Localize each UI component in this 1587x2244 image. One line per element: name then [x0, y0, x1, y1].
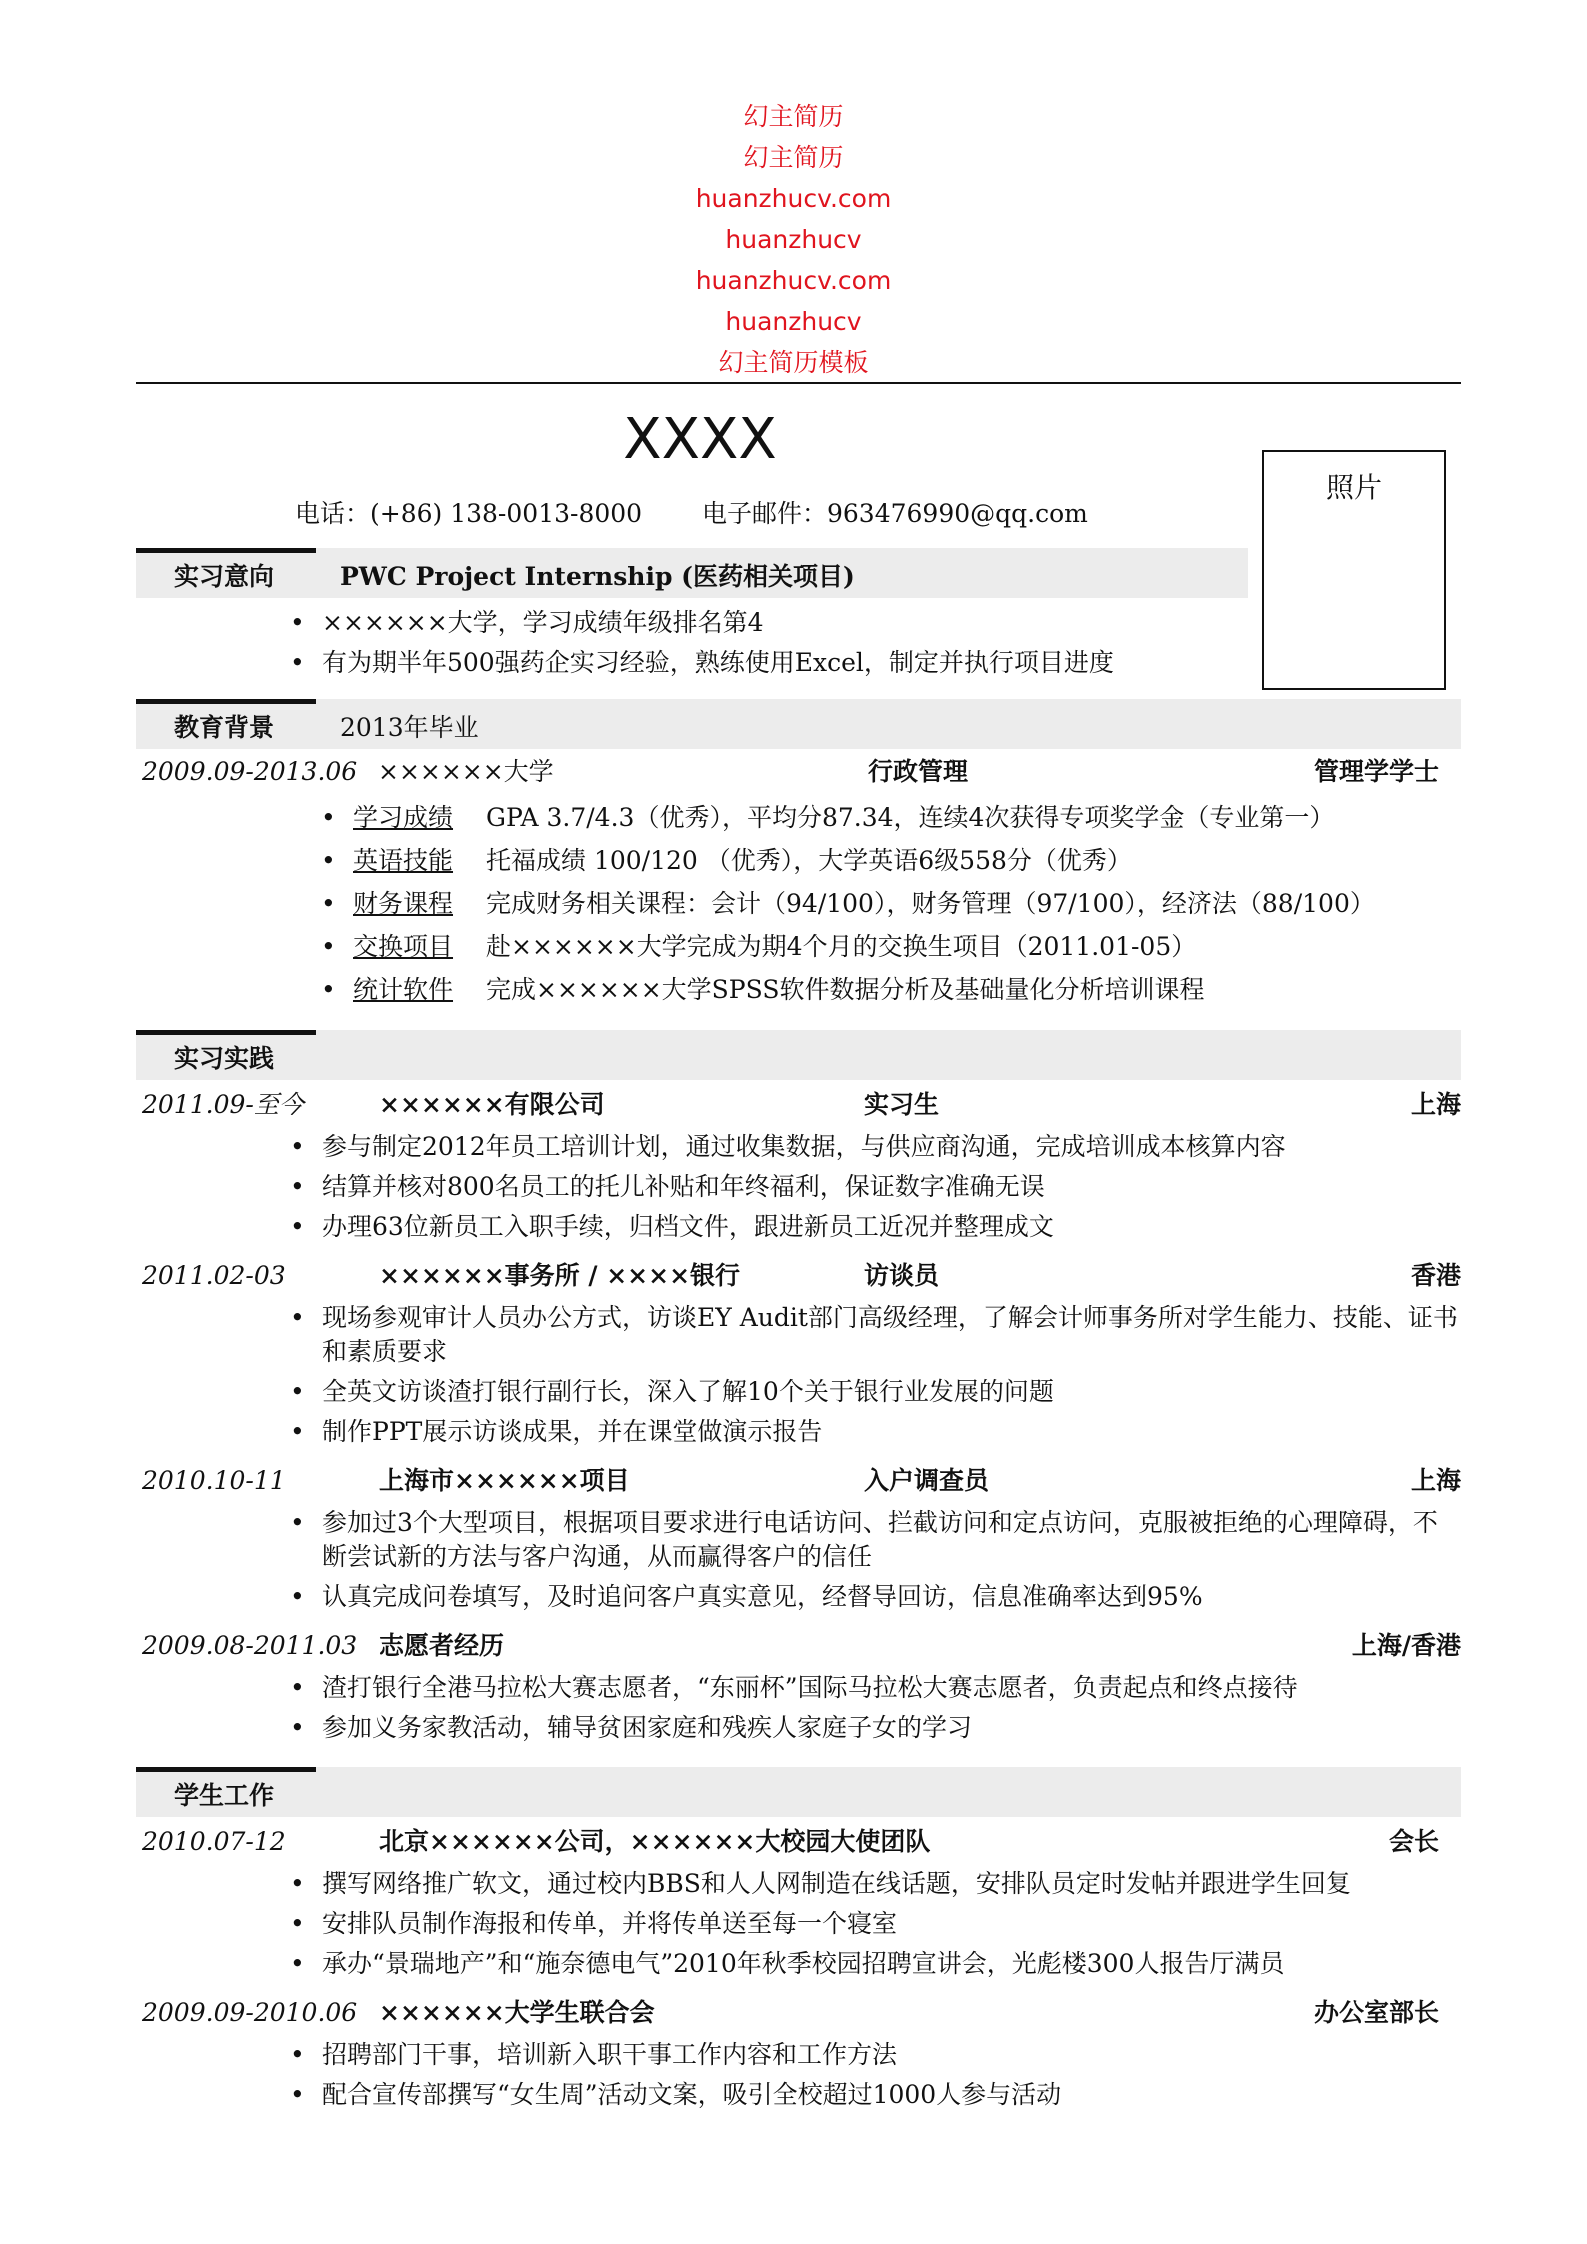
- item-text: 完成××××××大学SPSS软件数据分析及基础量化分析培训课程: [486, 975, 1205, 1004]
- entry-org: 北京××××××公司，××××××大校园大使团队: [379, 1827, 931, 1856]
- list-item: • 有为期半年500强药企实习经验，熟练使用Excel，制定并执行项目进度: [322, 646, 1462, 680]
- list-item: • 办理63位新员工入职手续，归档文件，跟进新员工近况并整理成文: [322, 1210, 1462, 1244]
- list-item: • 配合宣传部撰写“女生周”活动文案，吸引全校超过1000人参与活动: [322, 2078, 1462, 2112]
- major: 行政管理: [868, 757, 969, 786]
- item-label: 统计软件: [353, 975, 454, 1004]
- entry-role: 实习生: [864, 1090, 940, 1119]
- degree: 管理学学士: [1313, 757, 1439, 786]
- list-item: • 参加义务家教活动，辅导贫困家庭和残疾人家庭子女的学习: [322, 1711, 1462, 1745]
- list-item: • 结算并核对800名员工的托儿补贴和年终福利，保证数字准确无误: [322, 1170, 1462, 1204]
- section-student-work: [136, 1767, 1461, 1817]
- entry-row: [136, 1256, 1461, 1296]
- photo-label: 照片: [1325, 471, 1382, 504]
- entry-date: 2009.08-2011.03: [142, 1631, 358, 1660]
- phone-text: 电话：(+86) 138-0013-8000: [295, 499, 643, 528]
- entry-date: 2009.09-2013.06: [142, 757, 358, 786]
- entry-date: 2010.10-11: [142, 1466, 286, 1495]
- list-item: • 撰写网络推广软文，通过校内BBS和人人网制造在线话题，安排队员定时发帖并跟进学生回复: [322, 1867, 1462, 1901]
- watermark-line: 幻主简历: [743, 143, 844, 172]
- watermark-line: huanzhucv: [725, 225, 862, 254]
- item-label: 财务课程: [353, 889, 454, 918]
- list-item: • 全英文访谈渣打银行副行长，深入了解10个关于银行业发展的问题: [322, 1375, 1462, 1409]
- entry-org: ××××××大学生联合会: [379, 1998, 655, 2027]
- section-marker: [136, 548, 316, 553]
- candidate-name: XXXX: [623, 407, 777, 472]
- list-item: • 参加过3个大型项目，根据项目要求进行电话访问、拦截访问和定点访问，克服被拒绝的心理障碍，不断尝试新的方法与客户沟通，从而赢得客户的信任: [322, 1506, 1462, 1574]
- school-name: ××××××大学: [378, 757, 554, 786]
- list-item: • 渣打银行全港马拉松大赛志愿者，“东丽杯”国际马拉松大赛志愿者，负责起点和终点接待: [322, 1671, 1462, 1705]
- entry-org: 上海市××××××项目: [379, 1466, 630, 1495]
- education-row: [136, 752, 1461, 792]
- list-item: • 认真完成问卷填写，及时追问客户真实意见，经督导回访，信息准确率达到95%: [322, 1580, 1462, 1614]
- entry-org: 志愿者经历: [379, 1631, 505, 1660]
- list-item: • 承办“景瑞地产”和“施奈德电气”2010年秋季校园招聘宣讲会，光彪楼300人报告厅满员: [322, 1947, 1462, 1981]
- entry-position: 会长: [1388, 1827, 1439, 1856]
- entry-row: [136, 1993, 1461, 2033]
- objective-value: PWC Project Internship (医药相关项目): [340, 562, 855, 591]
- graduation-year: 2013年毕业: [340, 713, 479, 742]
- item-text: 托福成绩 100/120 （优秀），大学英语6级558分（优秀）: [486, 846, 1132, 875]
- entry-org: ××××××有限公司: [379, 1090, 605, 1119]
- section-marker: [136, 1767, 316, 1772]
- section-title: 实习实践: [174, 1044, 275, 1073]
- section-education: [136, 699, 1461, 749]
- watermark-line: huanzhucv.com: [695, 184, 892, 213]
- watermark-line: 幻主简历模板: [718, 348, 869, 377]
- item-label: 英语技能: [353, 846, 454, 875]
- entry-location: 上海: [1410, 1090, 1461, 1119]
- item-text: 赴××××××大学完成为期4个月的交换生项目（2011.01-05）: [486, 932, 1197, 961]
- list-item: • 招聘部门干事，培训新入职干事工作内容和工作方法: [322, 2038, 1462, 2072]
- section-title: 学生工作: [174, 1781, 275, 1810]
- section-objective: [136, 548, 1248, 598]
- item-label: 交换项目: [353, 932, 454, 961]
- entry-location: 上海/香港: [1351, 1631, 1461, 1660]
- item-label: 学习成绩: [353, 803, 454, 832]
- list-item: • 制作PPT展示访谈成果，并在课堂做演示报告: [322, 1415, 1462, 1449]
- entry-location: 上海: [1410, 1466, 1461, 1495]
- list-item: [353, 927, 1196, 967]
- entry-date: 2011.09-至今: [142, 1090, 304, 1119]
- list-item: [353, 798, 1334, 838]
- list-item: • 现场参观审计人员办公方式，访谈EY Audit部门高级经理，了解会计师事务所对学生能力、技能、证书和素质要求: [322, 1301, 1462, 1369]
- entry-date: 2010.07-12: [142, 1827, 286, 1856]
- entry-position: 办公室部长: [1313, 1998, 1439, 2027]
- section-title: 实习意向: [174, 562, 275, 591]
- watermark-line: 幻主简历: [743, 102, 844, 131]
- item-text: 完成财务相关课程：会计（94/100），财务管理（97/100），经济法（88/100）: [486, 889, 1375, 918]
- watermark-line: huanzhucv.com: [695, 266, 892, 295]
- email-text: 电子邮件：963476990@qq.com: [702, 499, 1088, 528]
- entry-row: [136, 1085, 1461, 1125]
- list-item: [353, 841, 1132, 881]
- header-divider: [136, 382, 1461, 384]
- list-item: • 安排队员制作海报和传单，并将传单送至每一个寝室: [322, 1907, 1462, 1941]
- entry-row: [136, 1461, 1461, 1501]
- entry-row: [136, 1822, 1461, 1862]
- section-marker: [136, 1030, 316, 1035]
- section-marker: [136, 699, 316, 704]
- entry-date: 2011.02-03: [142, 1261, 286, 1290]
- list-item: • 参与制定2012年员工培训计划，通过收集数据，与供应商沟通，完成培训成本核算内容: [322, 1130, 1462, 1164]
- list-item: • ××××××大学，学习成绩年级排名第4: [322, 606, 1462, 640]
- entry-date: 2009.09-2010.06: [142, 1998, 358, 2027]
- watermark-line: huanzhucv: [725, 307, 862, 336]
- list-item: [353, 884, 1375, 924]
- section-internship: [136, 1030, 1461, 1080]
- entry-location: 香港: [1410, 1261, 1461, 1290]
- section-title: 教育背景: [174, 713, 275, 742]
- entry-org: ××××××事务所 / ××××银行: [379, 1261, 741, 1290]
- entry-role: 访谈员: [864, 1261, 940, 1290]
- entry-row: [136, 1626, 1461, 1666]
- list-item: [353, 970, 1204, 1010]
- entry-role: 入户调查员: [864, 1466, 990, 1495]
- item-text: GPA 3.7/4.3（优秀），平均分87.34，连续4次获得专项奖学金（专业第一）: [486, 803, 1335, 832]
